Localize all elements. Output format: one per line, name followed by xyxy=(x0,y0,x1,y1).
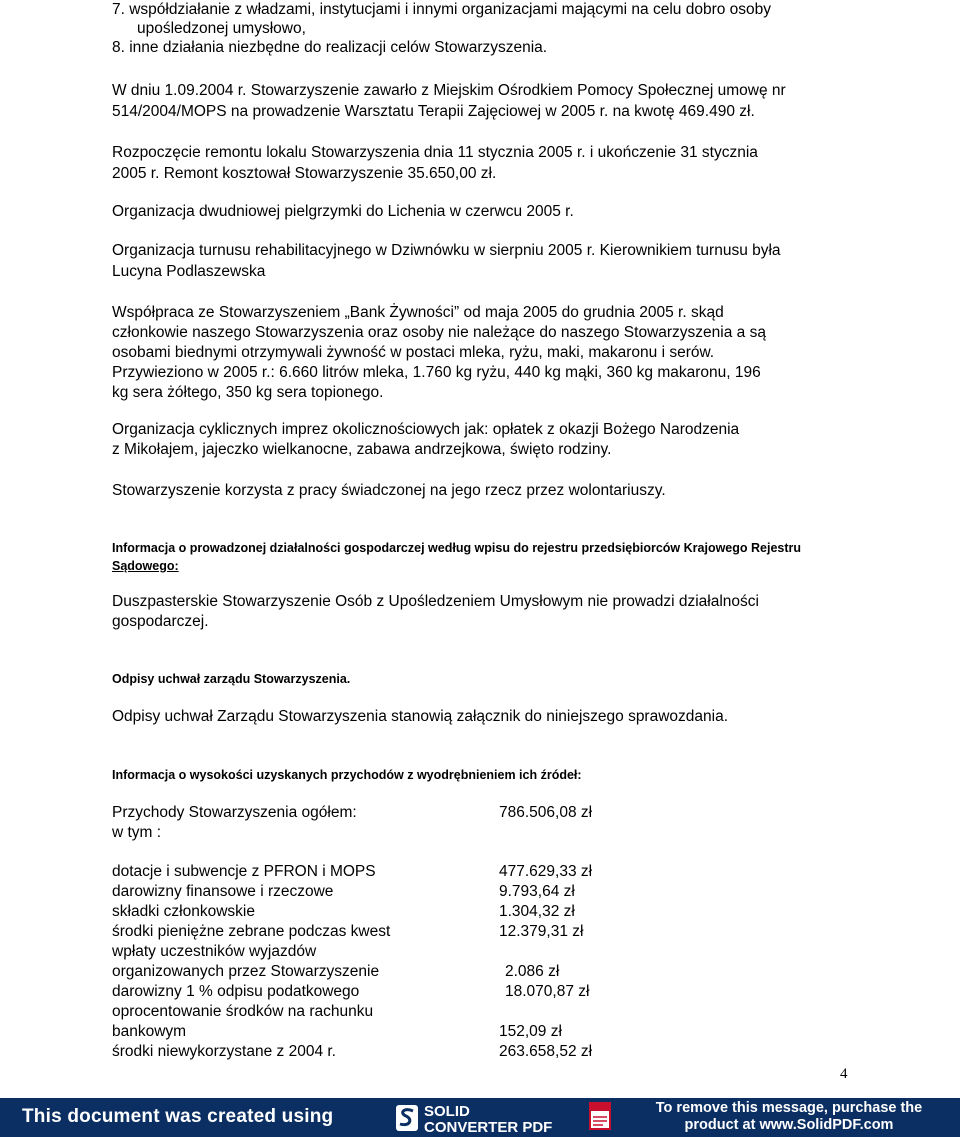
income-row-value: 18.070,87 zł xyxy=(505,983,590,1000)
income-row-label: dotacje i subwencje z PFRON i MOPS xyxy=(112,863,376,880)
banner-created-text: This document was created using xyxy=(22,1106,334,1127)
income-row-label: składki członkowskie xyxy=(112,903,255,920)
heading-business-activity-line1: Informacja o prowadzonej działalności gospodarczej według wpisu do rejestru przedsiębiorców Krajowego Rejestru xyxy=(112,541,802,555)
income-row-value: 9.793,64 zł xyxy=(499,883,575,900)
income-row-value: 12.379,31 zł xyxy=(499,923,584,940)
logo-pdf-icon xyxy=(590,1103,610,1129)
paragraph-mops-agreement-line2: 514/2004/MOPS na prowadzenie Warsztatu Terapii Zajęciowej w 2005 r. na kwotę 469.490 zł. xyxy=(112,103,755,120)
income-row-label: darowizny finansowe i rzeczowe xyxy=(112,883,334,900)
income-row-label: oprocentowanie środków na rachunku xyxy=(112,1003,374,1020)
paragraph-events-line2: z Mikołajem, jajeczko wielkanocne, zabawa andrzejkowa, święto rodziny. xyxy=(112,441,612,458)
paragraph-no-business-line1: Duszpasterskie Stowarzyszenie Osób z Upośledzeniem Umysłowym nie prowadzi działalności xyxy=(112,593,759,610)
income-row-label: bankowym xyxy=(112,1023,187,1040)
income-row-label: darowizny 1 % odpisu podatkowego xyxy=(112,983,360,1000)
income-row-label: organizowanych przez Stowarzyszenie xyxy=(112,963,380,980)
income-total-label: Przychody Stowarzyszenia ogółem: xyxy=(112,804,357,821)
paragraph-rehab-line1: Organizacja turnusu rehabilitacyjnego w Dziwnówku w sierpniu 2005 r. Kierownikiem turnusu była xyxy=(112,242,781,259)
logo-converter-text: CONVERTER PDF xyxy=(424,1119,553,1135)
income-row-value: 263.658,52 zł xyxy=(499,1043,593,1060)
paragraph-rehab-line2: Lucyna Podlaszewska xyxy=(112,263,266,280)
list-item-7-continued: upośledzonej umysłowo, xyxy=(137,20,306,37)
income-row-label: środki niewykorzystane z 2004 r. xyxy=(112,1043,336,1060)
paragraph-resolutions: Odpisy uchwał Zarządu Stowarzyszenia stanowią załącznik do niniejszego sprawozdania. xyxy=(112,708,729,725)
income-total-value: 786.506,08 zł xyxy=(499,804,593,821)
banner-purchase-line1: To remove this message, purchase the xyxy=(655,1100,923,1116)
watermark-banner xyxy=(0,1098,960,1137)
paragraph-foodbank-line3: osobami biednymi otrzymywali żywność w postaci mleka, ryżu, maki, makaronu i serów. xyxy=(112,344,715,361)
heading-income: Informacja o wysokości uzyskanych przychodów z wyodrębnieniem ich źródeł: xyxy=(112,768,582,782)
solid-converter-logo[interactable] xyxy=(394,1101,614,1135)
paragraph-events-line1: Organizacja cyklicznych imprez okolicznościowych jak: opłatek z okazji Bożego Narodzenia xyxy=(112,421,740,438)
income-row-value: 152,09 zł xyxy=(499,1023,562,1040)
income-sub-label: w tym : xyxy=(112,824,162,841)
income-row-value: 477.629,33 zł xyxy=(499,863,593,880)
heading-business-activity-line2: Sądowego: xyxy=(112,559,179,573)
logo-solid-text: SOLID xyxy=(424,1103,470,1120)
logo-s-icon xyxy=(396,1105,418,1131)
income-row-label: wpłaty uczestników wyjazdów xyxy=(112,943,317,960)
paragraph-pilgrimage: Organizacja dwudniowej pielgrzymki do Lichenia w czerwcu 2005 r. xyxy=(112,203,574,220)
paragraph-foodbank-line5: kg sera żółtego, 350 kg sera topionego. xyxy=(112,384,384,401)
list-item-8: 8. inne działania niezbędne do realizacji celów Stowarzyszenia. xyxy=(112,39,548,56)
banner-purchase-line2[interactable]: product at www.SolidPDF.com xyxy=(684,1117,894,1133)
paragraph-foodbank-line4: Przywieziono w 2005 r.: 6.660 litrów mleka, 1.760 kg ryżu, 440 kg mąki, 360 kg makaronu, 196 xyxy=(112,364,761,381)
paragraph-mops-agreement-line1: W dniu 1.09.2004 r. Stowarzyszenie zawarło z Miejskim Ośrodkiem Pomocy Społecznej umowę nr xyxy=(112,82,786,99)
income-row-value: 2.086 zł xyxy=(505,963,560,980)
paragraph-foodbank-line1: Współpraca ze Stowarzyszeniem „Bank Żywności” od maja 2005 do grudnia 2005 r. skąd xyxy=(112,304,724,321)
paragraph-renovation-line1: Rozpoczęcie remontu lokalu Stowarzyszenia dnia 11 stycznia 2005 r. i ukończenie 31 stycznia xyxy=(112,144,758,161)
banner-purchase-message[interactable] xyxy=(628,1100,950,1134)
paragraph-volunteers: Stowarzyszenie korzysta z pracy świadczonej na jego rzecz przez wolontariuszy. xyxy=(112,482,666,499)
page-number: 4 xyxy=(840,1066,848,1082)
paragraph-no-business-line2: gospodarczej. xyxy=(112,613,209,630)
income-row-value: 1.304,32 zł xyxy=(499,903,575,920)
list-item-7: 7. współdziałanie z władzami, instytucjami i innymi organizacjami mającymi na celu dobro osoby xyxy=(112,1,772,18)
paragraph-foodbank-line2: członkowie naszego Stowarzyszenia oraz osoby nie należące do naszego Stowarzyszenia a są xyxy=(112,324,766,341)
income-row-label: środki pieniężne zebrane podczas kwest xyxy=(112,923,391,940)
paragraph-renovation-line2: 2005 r. Remont kosztował Stowarzyszenie 35.650,00 zł. xyxy=(112,165,497,182)
heading-resolutions: Odpisy uchwał zarządu Stowarzyszenia. xyxy=(112,672,351,686)
